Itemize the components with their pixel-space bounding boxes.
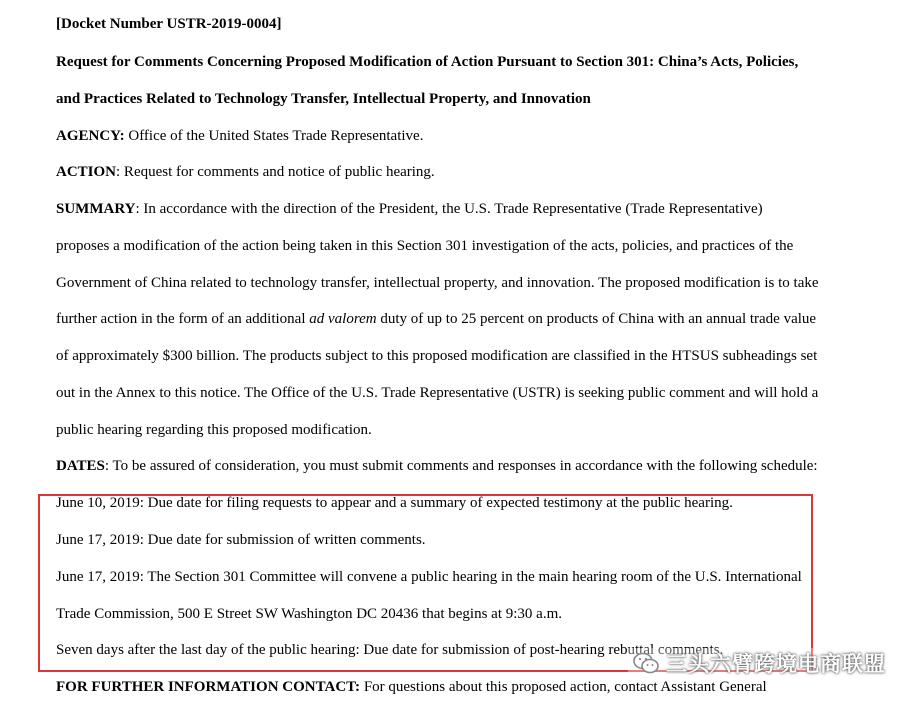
summary-line-4 [56, 309, 816, 329]
contact-text: For questions about this proposed action, contact Assistant General [360, 679, 767, 695]
dates-label: DATES [56, 458, 105, 474]
ad-valorem-term: ad valorem [309, 311, 377, 327]
summary-line-7: public hearing regarding this proposed modification. [56, 422, 372, 438]
dates-paragraph [56, 456, 818, 476]
watermark-text: 三头六臂跨境电商联盟 [666, 652, 886, 676]
schedule-item-2: June 17, 2019: Due date for submission of written comments. [56, 532, 426, 548]
schedule-item-1: June 10, 2019: Due date for filing requests to appear and a summary of expected testimony at the public hearing. [56, 495, 733, 511]
summary-label: SUMMARY [56, 201, 136, 217]
action-text: : Request for comments and notice of public hearing. [116, 164, 435, 180]
title-line-2: and Practices Related to Technology Transfer, Intellectual Property, and Innovation [56, 91, 591, 107]
title-line-1: Request for Comments Concerning Proposed Modification of Action Pursuant to Section 301: China’s Acts, Policies, [56, 54, 799, 70]
schedule-item-3-line-2: Trade Commission, 500 E Street SW Washington DC 20436 that begins at 9:30 a.m. [56, 606, 563, 622]
summary-line-1 [56, 199, 763, 219]
summary-line-3: Government of China related to technology transfer, intellectual property, and innovation. The proposed modification is to take [56, 275, 819, 291]
wechat-watermark [628, 648, 892, 678]
summary-line-6: out in the Annex to this notice. The Office of the U.S. Trade Representative (USTR) is seeking public comment and will hold a [56, 385, 819, 401]
agency-paragraph [56, 126, 423, 146]
contact-paragraph [56, 677, 767, 697]
summary-line-5: of approximately $300 billion. The products subject to this proposed modification are classified in the HTSUS subheadings set [56, 348, 818, 364]
contact-label: FOR FURTHER INFORMATION CONTACT: [56, 679, 361, 695]
summary-text-4a: further action in the form of an additional [56, 311, 310, 327]
agency-text: Office of the United States Trade Representative. [124, 128, 424, 144]
schedule-item-4: Seven days after the last day of the public hearing: Due date for submission of post-hearing rebuttal comments. [56, 642, 724, 658]
action-label: ACTION [56, 164, 117, 180]
docket-number: [Docket Number USTR-2019-0004] [56, 16, 282, 32]
schedule-item-3-line-1: June 17, 2019: The Section 301 Committee will convene a public hearing in the main hearing room of the U.S. International [56, 569, 802, 585]
agency-label: AGENCY: [56, 128, 125, 144]
dates-text: : To be assured of consideration, you must submit comments and responses in accordance with the following schedule: [104, 458, 818, 474]
summary-text-1: : In accordance with the direction of the President, the U.S. Trade Representative (Trade Representative) [135, 201, 763, 217]
summary-line-2: proposes a modification of the action being taken in this Section 301 investigation of the acts, policies, and practices of the [56, 238, 794, 254]
action-paragraph [56, 162, 435, 182]
summary-text-4b: duty of up to 25 percent on products of China with an annual trade value [376, 311, 817, 327]
wechat-logo-icon [632, 651, 660, 675]
